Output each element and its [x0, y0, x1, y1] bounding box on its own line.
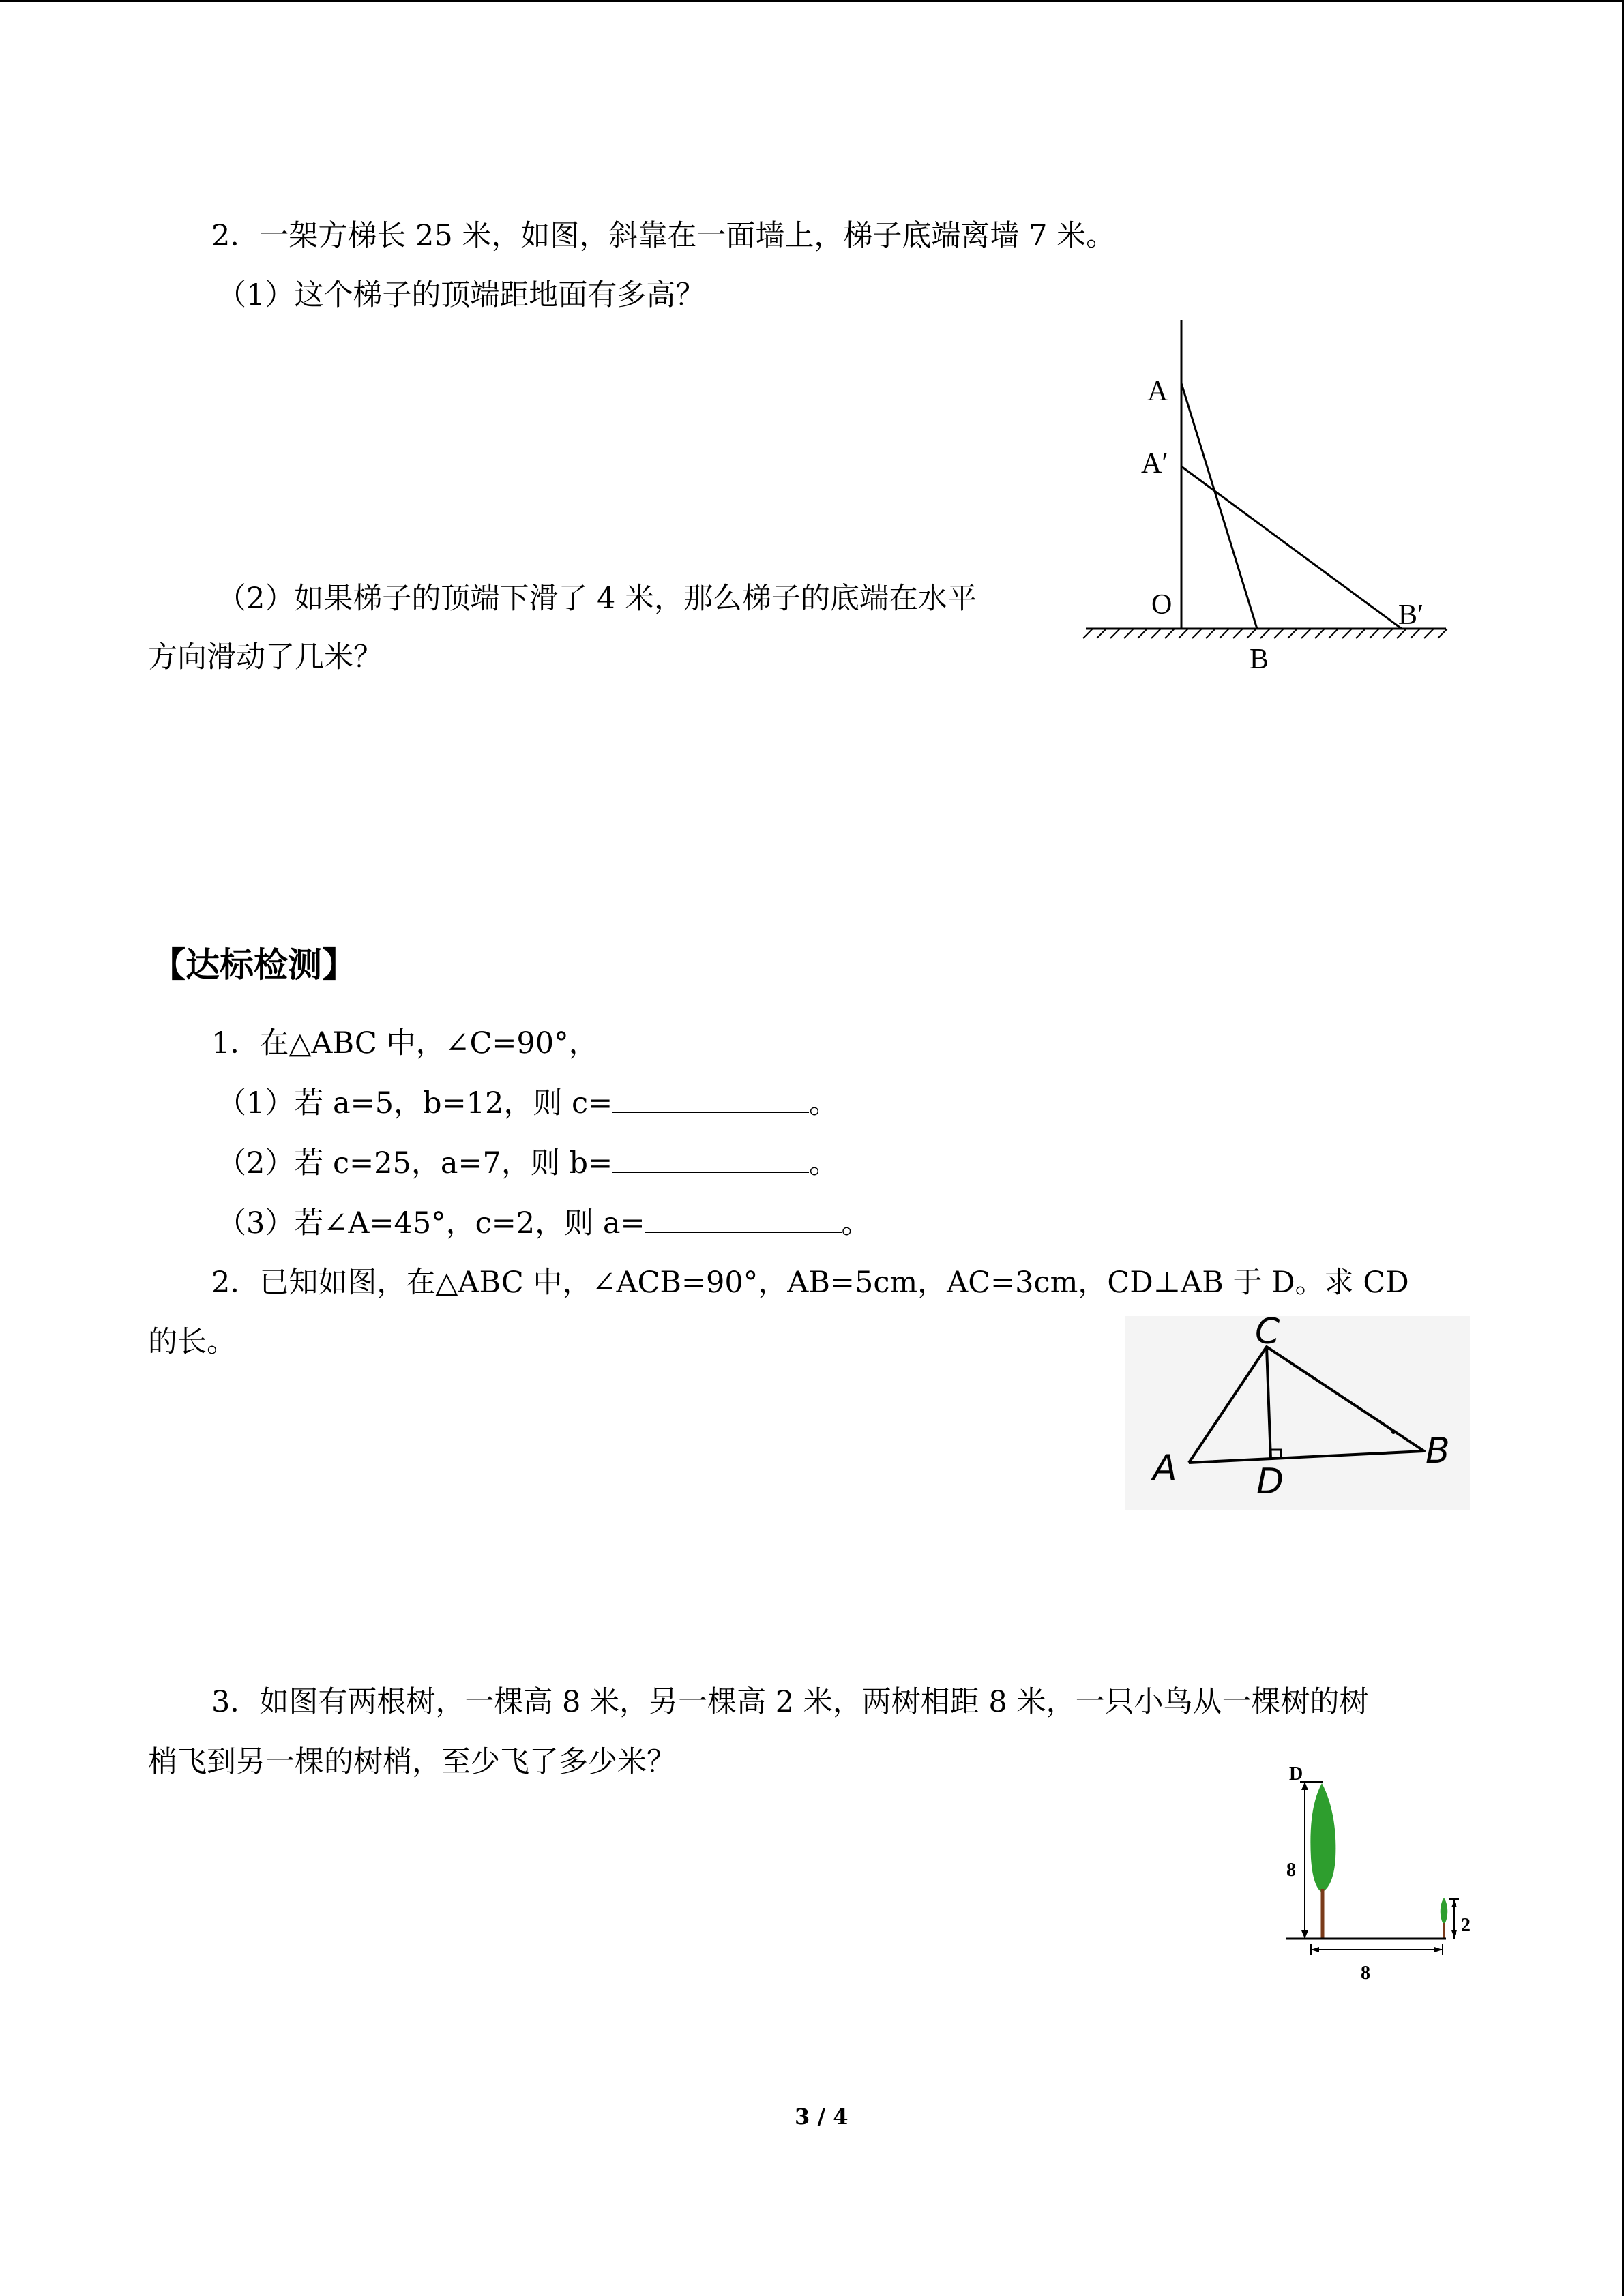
label-o: O	[1151, 589, 1172, 621]
s2-q3-line1: 3．如图有两根树，一棵高 8 米，另一棵高 2 米，两树相距 8 米，一只小鸟从一棵树的树	[211, 1685, 1369, 1719]
label-height-tall: 8	[1286, 1860, 1296, 1881]
label-c: C	[1255, 1311, 1280, 1352]
label-b: B	[1426, 1431, 1450, 1472]
q2-stem: 2．一架方梯长 25 米，如图，斜靠在一面墙上，梯子底端离墙 7 米。	[211, 219, 1116, 253]
label-b: B	[1250, 644, 1269, 675]
label-a-prime: A′	[1141, 448, 1168, 479]
s2-q1-part2	[217, 1144, 838, 1182]
page-number: 3 / 4	[795, 2104, 848, 2130]
q2-part2-line2: 方向滑动了几米？	[148, 640, 383, 674]
s2-q1-part2-text: （2）若 c=25，a=7，则 b=	[217, 1146, 613, 1180]
s2-q1-stem: 1．在△ABC 中，∠C=90°，	[211, 1026, 598, 1060]
s2-q1-part3-text: （3）若∠A=45°，c=2，则 a=	[217, 1206, 645, 1240]
label-distance: 8	[1361, 1963, 1370, 1984]
s2-q1-part3	[217, 1204, 871, 1242]
ladder-a-prime-b-prime	[1181, 466, 1402, 629]
s2-q1-part1-text: （1）若 a=5，b=12，则 c=	[217, 1086, 613, 1120]
label-a: A	[1147, 376, 1168, 407]
s2-q3-line2: 梢飞到另一棵的树梢，至少飞了多少米？	[148, 1745, 676, 1779]
answer-blank-a[interactable]	[645, 1204, 842, 1233]
s2-q1-part1	[217, 1084, 838, 1122]
ground-hatching	[1083, 629, 1447, 638]
label-a: A	[1153, 1448, 1177, 1489]
label-d: D	[1256, 1461, 1284, 1502]
label-b-prime: B′	[1398, 599, 1424, 631]
period: 。	[841, 1206, 871, 1240]
label-d: D	[1289, 1763, 1303, 1785]
period: 。	[809, 1086, 839, 1120]
ink-dot	[1391, 1430, 1396, 1434]
q2-part2-line1: （2）如果梯子的顶端下滑了 4 米，那么梯子的底端在水平	[217, 582, 977, 616]
period: 。	[809, 1146, 839, 1180]
tree-figure	[1275, 1756, 1480, 1995]
tall-tree-foliage	[1310, 1783, 1335, 1892]
ladder-figure	[1078, 314, 1460, 682]
answer-blank-c[interactable]	[612, 1084, 809, 1113]
s2-q2-line1: 2．已知如图，在△ABC 中，∠ACB=90°，AB=5cm，AC=3cm，CD⊥AB 于 D。求 CD	[211, 1266, 1409, 1300]
label-height-short: 2	[1461, 1915, 1471, 1936]
short-tree-foliage	[1441, 1898, 1448, 1925]
ladder-ab	[1181, 383, 1257, 629]
section-heading: 【达标检测】	[151, 945, 356, 985]
q2-part1: （1）这个梯子的顶端距地面有多高？	[217, 278, 705, 312]
triangle-figure	[1125, 1311, 1470, 1510]
answer-blank-b[interactable]	[612, 1144, 809, 1173]
s2-q2-line2: 的长。	[148, 1325, 236, 1359]
